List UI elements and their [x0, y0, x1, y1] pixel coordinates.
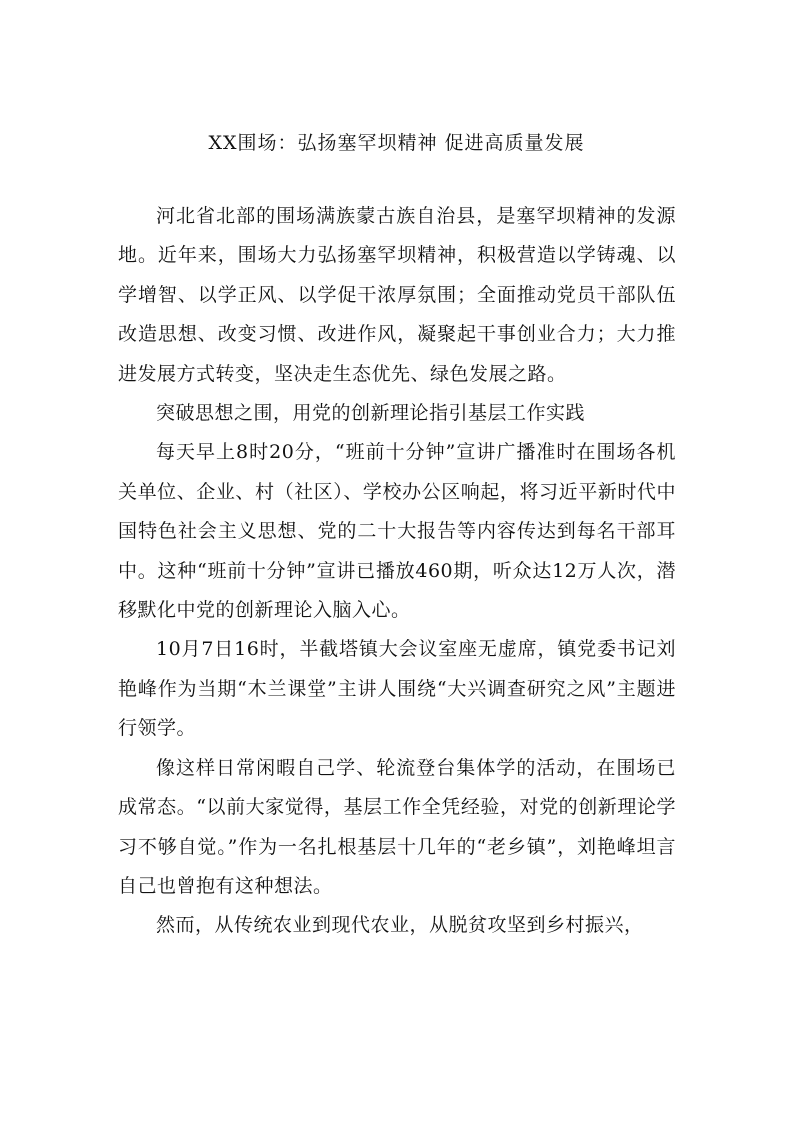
paragraph-broadcast: 每天早上8时20分，“班前十分钟”宣讲广播准时在围场各机关单位、企业、村（社区）、学校办公区响起，将习近平新时代中国特色社会主义思想、党的二十大报告等内容传达到每名干部耳中。这种“班前十分钟”宣讲已播放460期，听众达12万人次，潜移默化中党的创新理论入脑入心。: [118, 441, 676, 622]
paragraph-daily-study: 像这样日常闲暇自己学、轮流登台集体学的活动，在围场已成常态。“以前大家觉得，基层工作全凭经验，对党的创新理论学习不够自觉。”作为一名扎根基层十几年的“老乡镇”，刘艳峰坦言自己也曾抱有这种想法。: [118, 756, 676, 897]
document-body: [118, 197, 676, 946]
paragraph-mulan-class: 10月7日16时，半截塔镇大会议室座无虚席，镇党委书记刘艳峰作为当期“木兰课堂”主讲人围绕“大兴调查研究之风”主题进行领学。: [118, 638, 676, 740]
paragraph-transition: 然而，从传统农业到现代农业，从脱贫攻坚到乡村振兴，: [156, 914, 644, 937]
document-title: XX围场：弘扬塞罕坝精神 促进高质量发展: [208, 132, 585, 154]
paragraph-intro: 河北省北部的围场满族蒙古族自治县，是塞罕坝精神的发源地。近年来，围场大力弘扬塞罕坝精神，积极营造以学铸魂、以学增智、以学正风、以学促干浓厚氛围；全面推动党员干部队伍改造思想、改变习惯、改进作风，凝聚起干事创业合力；大力推进发展方式转变，坚决走生态优先、绿色发展之路。: [118, 205, 676, 385]
paragraph-section-heading: 突破思想之围，用党的创新理论指引基层工作实践: [156, 402, 586, 425]
